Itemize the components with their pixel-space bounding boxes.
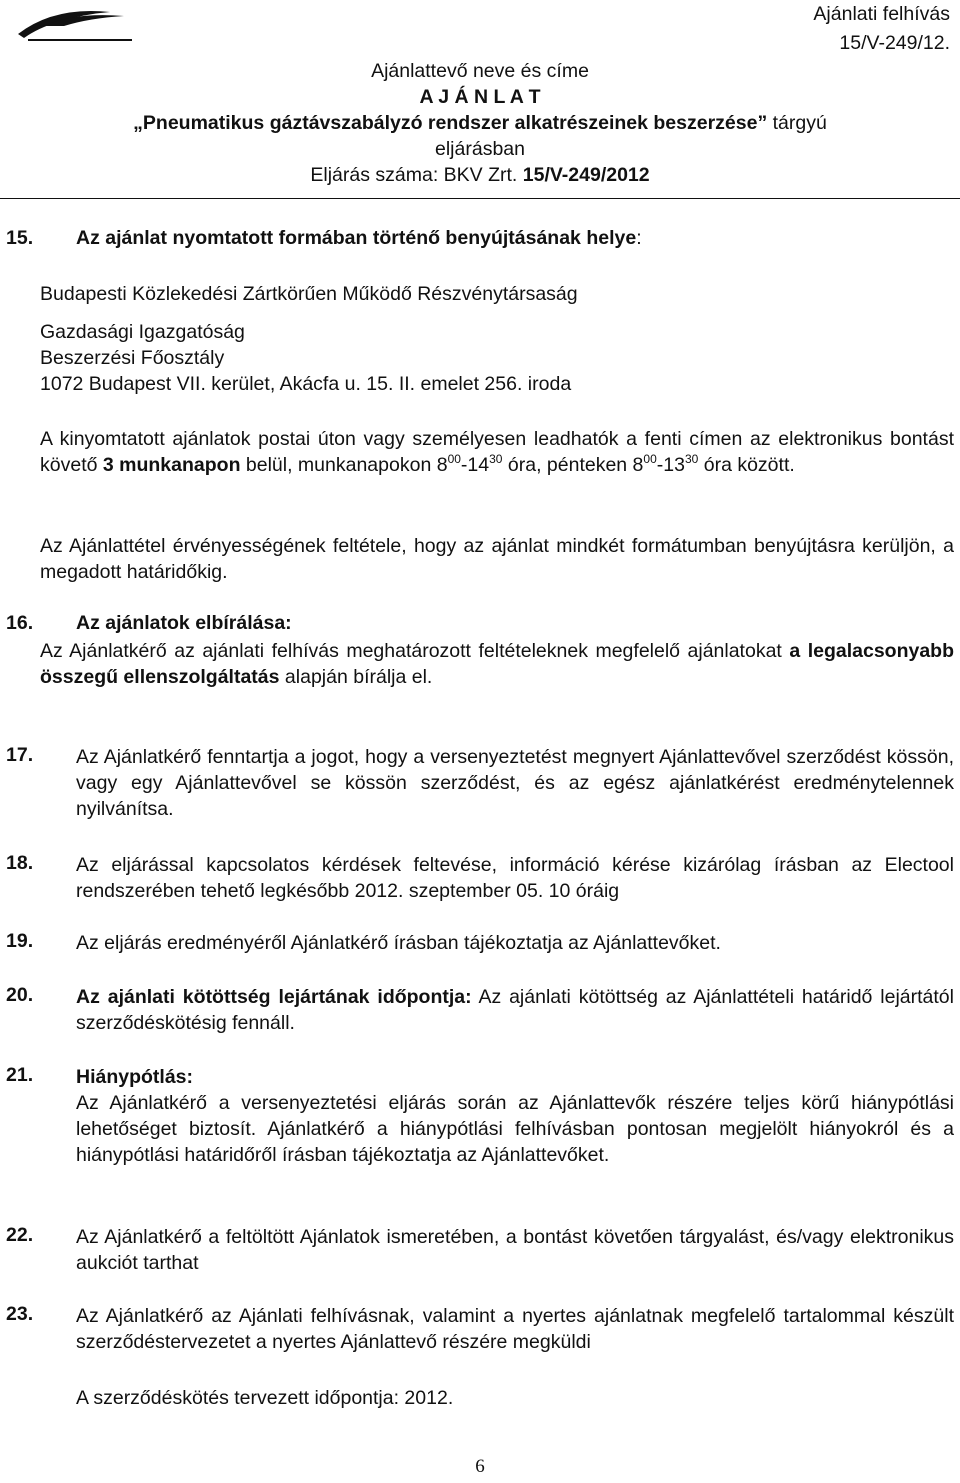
bkv-logo (14, 4, 140, 44)
doc-header-center (0, 58, 960, 188)
s20-text: Az ajánlati kötöttség lejártának időpontja: Az ajánlati kötöttség az Ajánlattételi határidő lejártától szerződéskötésig fennáll. (76, 986, 954, 1034)
logo-text: BKV (54, 25, 82, 40)
s21-body (76, 1064, 954, 1168)
s15-address: 1072 Budapest VII. kerület, Akácfa u. 15. II. emelet 256. iroda (40, 373, 572, 395)
s19-text: Az eljárás eredményéről Ajánlatkérő írásban tájékoztatja az Ajánlattevőket. (76, 932, 721, 954)
subject-line: „Pneumatikus gáztávszabályzó rendszer alkatrészeinek beszerzése” tárgyú (133, 112, 827, 134)
subject-line-2: eljárásban (435, 138, 525, 160)
s15-dept1: Gazdasági Igazgatóság (40, 321, 245, 343)
procedure-number: Eljárás száma: BKV Zrt. 15/V-249/2012 (310, 164, 650, 186)
s17-text: Az Ajánlatkérő fenntartja a jogot, hogy a versenyeztetést megnyert Ajánlattevővel szerződést kössön, vagy egy Ajánlattevővel se kössön szerződést, és az egész ajánlatkérést eredménytelennek nyilvánítsa. (76, 746, 954, 820)
s15-dept2: Beszerzési Főosztály (40, 347, 225, 369)
s21-heading: Hiánypótlás: (76, 1066, 194, 1088)
s22-text: Az Ajánlatkérő a feltöltött Ajánlatok ismeretében, a bontást követően tárgyalást, és/vagy elektronikus aukciót tarthat (76, 1226, 954, 1274)
doc-header-right (813, 0, 950, 58)
logo-sup: ZRT (82, 26, 96, 33)
s23-text: Az Ajánlatkérő az Ajánlati felhívásnak, valamint a nyertes ajánlatnak megfelelő tartalommal készült szerződéstervezetet a nyertes Ajánlattevő részére megküldi (76, 1305, 954, 1353)
s16-text: Az Ajánlatkérő az ajánlati felhívás meghatározott feltételeknek megfelelő ajánlatokat a legalacsonyabb összegű ellenszolgáltatás alapján bírálja el. (40, 640, 954, 688)
s21-text: Az Ajánlatkérő a versenyeztetési eljárás során az Ajánlattevők részére teljes körű hiánypótlási lehetőséget biztosít. Ajánlatkérő a hiánypótlási felhívásban pontosan megjelölt hiányokról és a hiánypótlási határidőről írásban tájékoztatja az Ajánlattevőket. (76, 1092, 954, 1166)
doc-title: A J Á N L A T (419, 86, 541, 108)
doc-type: Ajánlati felhívás (813, 3, 950, 25)
s23-contract-date: A szerződéskötés tervezett időpontja: 2012. (76, 1387, 454, 1409)
s15-paragraph-1: A kinyomtatott ajánlatok postai úton vagy személyesen leadhatók a fenti címen az elektronikus bontást követő 3 munkanapon belül, munkanapokon $8^{00}-14^{30}$ óra, pénteken $8^{00}-13^{30}$ óra között. (40, 428, 954, 476)
s15-paragraph-2: Az Ajánlattétel érvényességének feltétele, hogy az ajánlat mindkét formátumban benyújtásra kerüljön, a megadott határidőkig. (40, 535, 954, 583)
s18-text: Az eljárással kapcsolatos kérdések feltevése, információ kérése kizárólag írásban az Electool rendszerében tehető legkésőbb 2012. szeptember 05. 10 óráig (76, 854, 954, 902)
header-divider (0, 198, 960, 199)
doc-number: 15/V-249/12. (839, 32, 950, 54)
bidder-line: Ajánlattevő neve és címe (371, 60, 589, 82)
s15-org: Budapesti Közlekedési Zártkörűen Működő Részvénytársaság (40, 283, 578, 305)
bkv-logo-mark (14, 4, 140, 44)
page-number: 6 (475, 1456, 485, 1477)
